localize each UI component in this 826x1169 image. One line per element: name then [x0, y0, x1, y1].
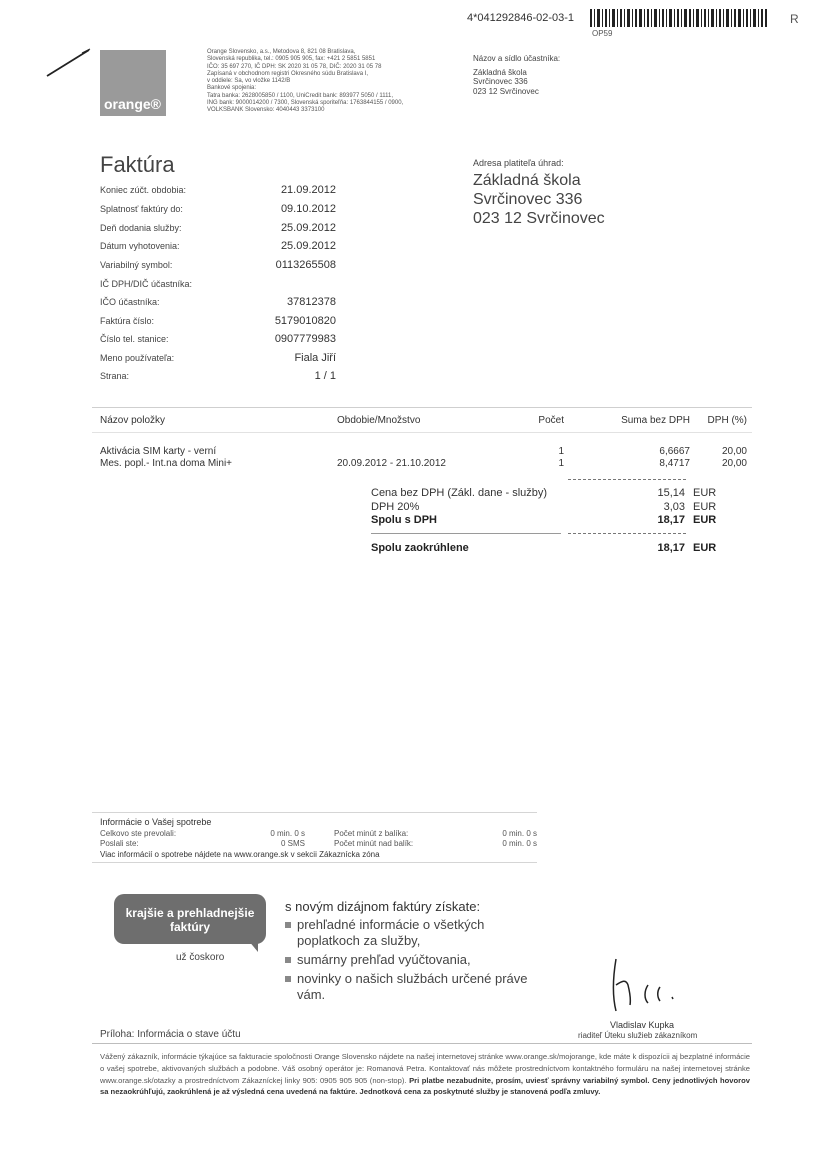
footer-normal: Vážený zákazník, informácie týkajúce sa fakturacie spoločnosti Orange Slovensko nájdete na našej internetovej stránke www.orange.sk/mojorange, kde máte k dispozícii aj bezplatné informácie o vašej spotrebe, aktivovaných službách a podobne. Váš osobný operátor je: Romanová Petra. Kontaktovať nás môžete prostredníctvom kontaktného formuláru na našej internetovej stránke www.orange.sk/otazky a prostredníctvom Zákazníckej linky 905: 0905 905 905 (non-stop). — [100, 1052, 750, 1085]
row-item: Mes. popl.- Int.na doma Mini+ — [100, 458, 233, 469]
corner-letter: R — [790, 12, 799, 26]
detail-label: IČ DPH/DIČ účastníka: — [100, 279, 193, 289]
promo-badge-line: faktúry — [169, 920, 210, 934]
company-line: IČO: 35 697 270, IČ DPH: SK 2020 31 05 78, DIČ: 2020 31 05 78 — [207, 63, 382, 70]
rounded-value: 18,17 — [657, 542, 685, 554]
payer-line: Svrčinovec 336 — [473, 191, 583, 208]
company-line: v oddiele: Sa, vo vložke 1142/B — [207, 78, 291, 85]
detail-label: Deň dodania služby: — [100, 223, 182, 233]
promo-list — [285, 917, 530, 1003]
detail-value: 09.10.2012 — [280, 203, 336, 215]
usage-value: 0 SMS — [280, 839, 305, 848]
detail-label: Variabilný symbol: — [100, 260, 173, 270]
signature-name: Vladislav Kupka — [610, 1020, 675, 1030]
signature-role: riaditeľ Úteku služieb zákazníkom — [578, 1031, 698, 1040]
total-currency: EUR — [693, 501, 717, 513]
promo-bullet-text: sumárny prehľad vyúčtovania, — [297, 952, 471, 967]
signature-scribble — [600, 955, 700, 1017]
rounded-label: Spolu zaokrúhlene — [371, 542, 469, 554]
detail-value: 1 / 1 — [314, 370, 336, 382]
col-header-count: Počet — [538, 415, 564, 426]
usage-bottom-rule — [92, 862, 537, 863]
row-count: 1 — [558, 446, 564, 457]
usage-label: Počet minút nad balík: — [334, 839, 414, 848]
row-amount: 8,4717 — [659, 458, 690, 469]
table-top-rule — [92, 407, 752, 408]
detail-value: 21.09.2012 — [280, 184, 336, 196]
company-line: Zapísaná v obchodnom registri Okresného súdu Bratislava I, — [207, 70, 369, 77]
detail-label: IČO účastníka: — [100, 297, 160, 307]
table-header-rule — [92, 432, 752, 433]
detail-value: 0113265508 — [275, 259, 336, 271]
col-header-item: Názov položky — [100, 415, 166, 426]
promo-badge — [114, 894, 266, 944]
dashed-rule — [568, 479, 686, 480]
promo-bullet-text: prehľadné informácie o všetkých poplatkoch za služby, — [297, 917, 485, 948]
usage-label: Celkovo ste prevolali: — [100, 829, 177, 838]
col-header-period: Obdobie/Množstvo — [337, 415, 421, 426]
barcode — [590, 9, 768, 27]
detail-label: Faktúra číslo: — [100, 316, 155, 326]
row-vat: 20,00 — [721, 446, 747, 457]
totals-rule — [371, 533, 561, 534]
col-header-vat: DPH (%) — [707, 415, 747, 426]
row-amount: 6,6667 — [659, 446, 690, 457]
payer-line: 023 12 Svrčinovec — [473, 210, 605, 227]
promo-heading: s novým dizájnom faktúry získate: — [285, 899, 481, 914]
company-line: Slovenská republika, tel.: 0905 905 905, fax: +421 2 5851 5851 — [207, 56, 376, 63]
detail-label: Meno používateľa: — [100, 353, 175, 363]
promo-badge-line: krajšie a prehladnejšie — [125, 906, 255, 920]
total-value: 18,17 — [657, 514, 685, 526]
usage-more: Viac informácií o spotrebe nájdete na www.orange.sk v sekcii Zákaznícka zóna — [100, 850, 380, 859]
total-value: 3,03 — [663, 501, 685, 513]
company-line: Orange Slovensko, a.s., Metodova 8, 821 08 Bratislava, — [207, 49, 356, 55]
usage-rule — [92, 812, 537, 813]
footer-rule — [92, 1043, 752, 1044]
total-label: Cena bez DPH (Zákl. dane - služby) — [371, 487, 548, 499]
detail-label: Koniec zúčt. obdobia: — [100, 185, 187, 195]
detail-label: Číslo tel. stanice: — [100, 334, 169, 344]
detail-label: Strana: — [100, 371, 130, 381]
usage-title: Informácie o Vašej spotrebe — [100, 817, 212, 827]
barcode-number: 4*041292846-02-03-1 — [467, 12, 575, 24]
footer-text — [100, 1051, 750, 1098]
bullet-icon — [285, 976, 291, 982]
payer-block — [473, 158, 605, 228]
usage-value: 0 min. 0 s — [502, 839, 537, 848]
logo-text: orange® — [104, 96, 161, 112]
company-line: VOLKSBANK Slovensko: 4040443 3373100 — [207, 107, 325, 114]
company-info — [207, 49, 422, 115]
row-item: Aktivácia SIM karty - verní — [100, 446, 217, 457]
bullet-icon — [285, 922, 291, 928]
row-count: 1 — [558, 458, 564, 469]
col-header-amount: Suma bez DPH — [621, 415, 690, 426]
detail-value: 37812378 — [287, 296, 336, 308]
subscriber-label: Názov a sídlo účastníka: — [473, 54, 561, 63]
orange-logo — [100, 50, 166, 116]
subscriber-line: Základná škola — [473, 67, 527, 77]
page-title: Faktúra — [100, 152, 175, 177]
total-value: 15,14 — [657, 487, 685, 499]
promo-badge-tail — [248, 940, 258, 952]
detail-label: Dátum vyhotovenia: — [100, 241, 180, 251]
promo-bullet-text: novinky o našich službách určené práve vám. — [297, 971, 528, 1002]
total-label: DPH 20% — [371, 501, 420, 513]
company-line: Bankové spojenia: — [207, 85, 257, 92]
detail-value: 5179010820 — [274, 315, 336, 327]
detail-value: 25.09.2012 — [280, 240, 336, 252]
payer-label: Adresa platiteľa úhrad: — [473, 158, 564, 168]
rounded-currency: EUR — [693, 542, 717, 554]
attachment-note: Príloha: Informácia o stave účtu — [100, 1029, 241, 1040]
pen-mark — [44, 47, 92, 79]
usage-value: 0 min. 0 s — [502, 829, 537, 838]
total-label: Spolu s DPH — [371, 514, 438, 526]
promo-sub: už čoskoro — [176, 952, 225, 963]
usage-value: 0 min. 0 s — [270, 829, 305, 838]
op-code: OP59 — [592, 29, 613, 38]
company-line: Tatra banka: 2628005850 / 1100, UniCredit bank: 893977 5050 / 1111, — [207, 92, 394, 99]
detail-value: Fiala Jiří — [294, 352, 336, 364]
company-line: ING bank: 9000014200 / 7300, Slovenská sporiteľňa: 1763844155 / 0900, — [207, 100, 404, 107]
detail-label: Splatnosť faktúry do: — [100, 204, 183, 214]
bullet-icon — [285, 957, 291, 963]
row-vat: 20,00 — [721, 458, 747, 469]
dashed-rule — [568, 533, 686, 534]
barcode-graphic — [590, 9, 768, 27]
payer-line: Základná škola — [473, 172, 581, 189]
promo-bullet — [285, 917, 530, 949]
subscriber-line: 023 12 Svrčinovec — [473, 86, 539, 96]
usage-label: Poslali ste: — [100, 839, 139, 848]
subscriber-line: Svrčinovec 336 — [473, 77, 528, 86]
usage-label: Počet minút z balíka: — [334, 829, 409, 838]
total-currency: EUR — [693, 487, 717, 499]
detail-value: 0907779983 — [274, 333, 336, 345]
promo-bullet — [285, 952, 530, 968]
promo-bullet — [285, 971, 530, 1003]
footer-bold: Pri platbe nezabudnite, prosím, uviesť správny variabilný symbol. Ceny jednotlivých hovorov sa nezaokrúhľujú, zaokrúhlená je až výsledná cena uvedená na faktúre. Jednotková cena za poskytnuté služby je stanovená podľa zmluvy. — [100, 1075, 750, 1097]
detail-value: 25.09.2012 — [280, 222, 336, 234]
subscriber-block — [473, 54, 560, 96]
row-period: 20.09.2012 - 21.10.2012 — [337, 458, 446, 469]
total-currency: EUR — [693, 514, 717, 526]
